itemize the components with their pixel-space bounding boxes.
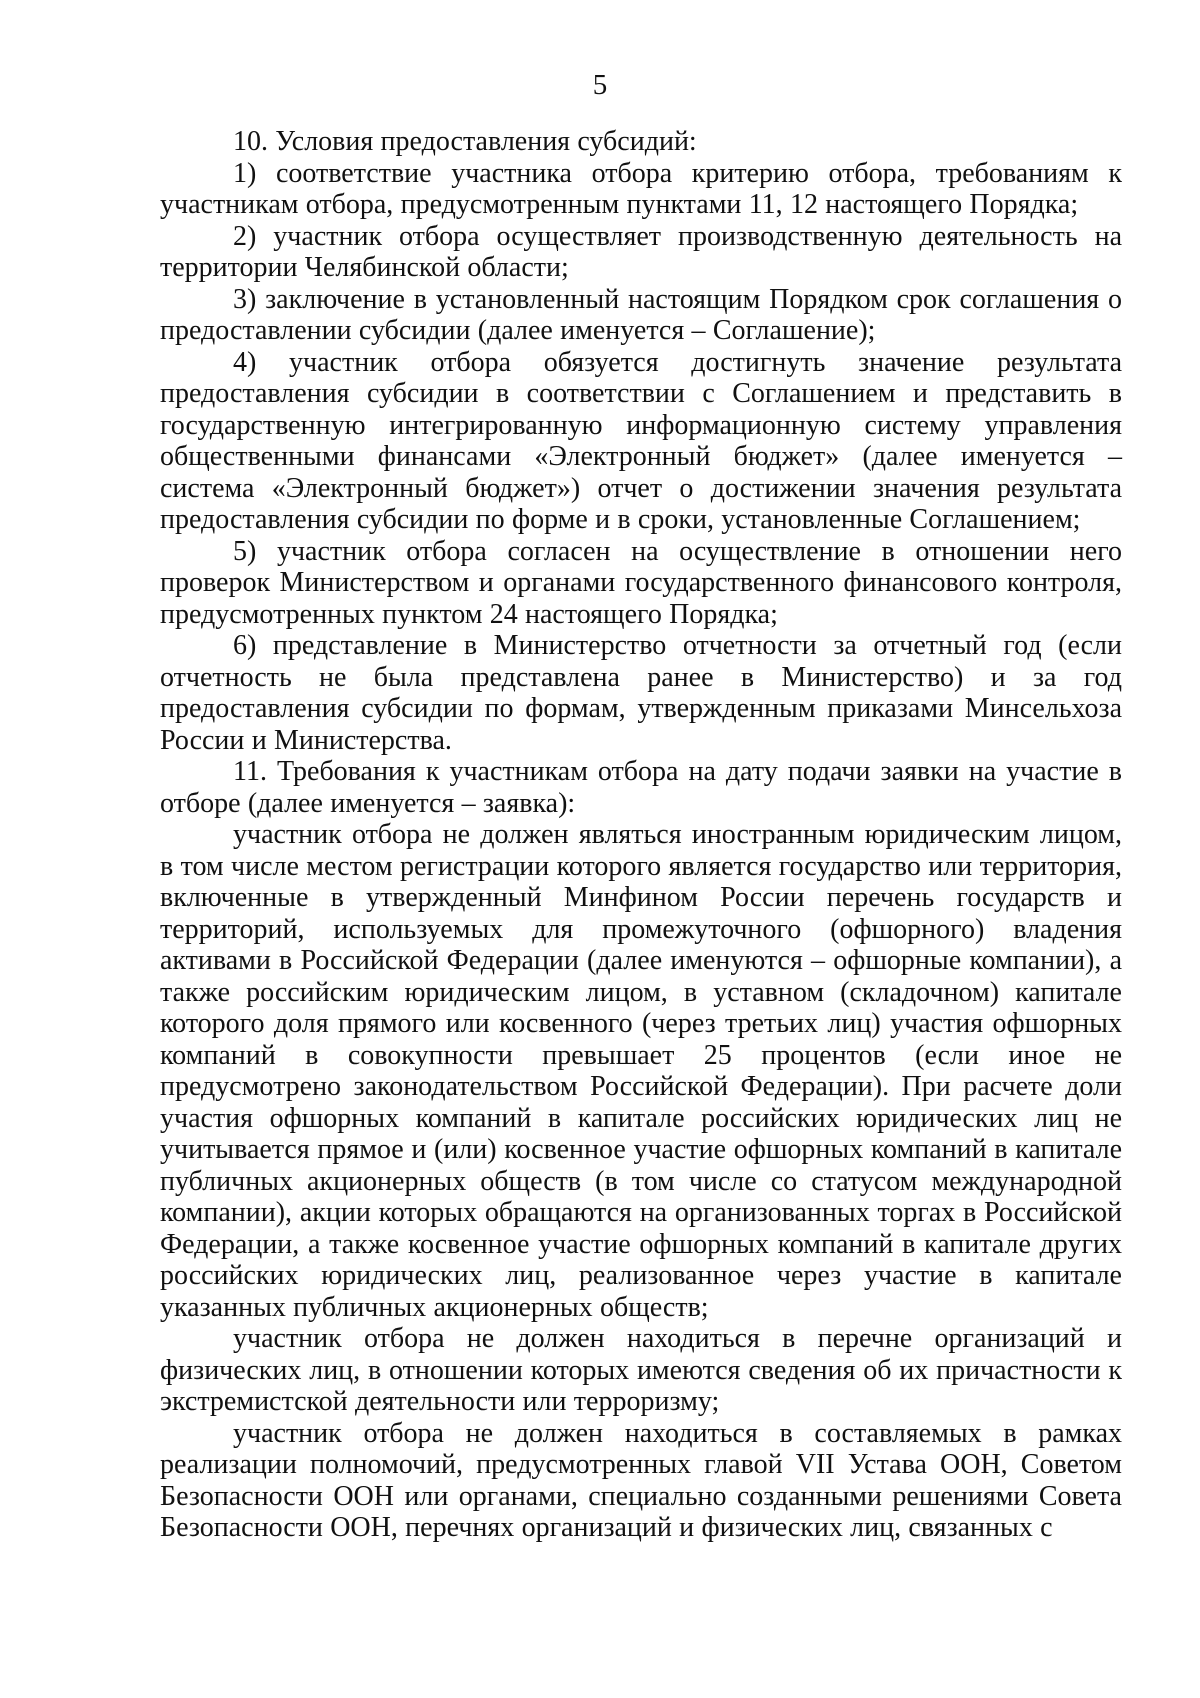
page-number: 5: [592, 69, 608, 101]
paragraph-10-item-1: 1) соответствие участника отбора критерию отбора, требованиям к участникам отбора, предусмотренным пунктами 11, 12 настоящего Порядка;: [160, 157, 1122, 220]
paragraph-10-item-2: 2) участник отбора осуществляет производственную деятельность на территории Челябинской области;: [160, 220, 1122, 283]
paragraph-11-requirement-offshore: участник отбора не должен являться иностранным юридическим лицом, в том числе местом регистрации которого является государство или территория, включенные в утвержденный Минфином России перечень государств и территорий, используемых для промежуточного (офшорного) владения активами в Российской Федерации (далее именуются – офшорные компании), а также российским юридическим лицом, в уставном (складочном) капитале которого доля прямого или косвенного (через третьих лиц) участия офшорных компаний в совокупности превышает 25 процентов (если иное не предусмотрено законодательством Российской Федерации). При расчете доли участия офшорных компаний в капитале российских юридических лиц не учитывается прямое и (или) косвенное участие офшорных компаний в капитале публичных акционерных обществ (в том числе со статусом международной компании), акции которых обращаются на организованных торгах в Российской Федерации, а также косвенное участие офшорных компаний в капитале других российских юридических лиц, реализованное через участие в капитале указанных публичных акционерных обществ;: [160, 819, 1122, 1323]
paragraph-10-item-6: 6) представление в Министерство отчетности за отчетный год (если отчетность не была представлена ранее в Министерство) и за год предоставления субсидии по формам, утвержденным приказами Минсельхоза России и Министерства.: [160, 630, 1122, 756]
paragraph-10-item-3: 3) заключение в установленный настоящим Порядком срок соглашения о предоставлении субсидии (далее именуется – Соглашение);: [160, 283, 1122, 346]
paragraph-10-item-4: 4) участник отбора обязуется достигнуть значение результата предоставления субсидии в соответствии с Соглашением и представить в государственную интегрированную информационную систему управления общественными финансами «Электронный бюджет» (далее именуется – система «Электронный бюджет») отчет о достижении значения результата предоставления субсидии по форме и в сроки, установленные Соглашением;: [160, 346, 1122, 535]
paragraph-10-heading: 10. Условия предоставления субсидий:: [233, 126, 697, 157]
paragraph-11-requirement-un-lists: участник отбора не должен находиться в составляемых в рамках реализации полномочий, предусмотренных главой VII Устава ООН, Советом Безопасности ООН или органами, специально созданными решениями Совета Безопасности ООН, перечнях организаций и физических лиц, связанных с: [160, 1417, 1122, 1543]
paragraph-10-item-5: 5) участник отбора согласен на осуществление в отношении него проверок Министерством и органами государственного финансового контроля, предусмотренных пунктом 24 настоящего Порядка;: [160, 535, 1122, 630]
document-body: [160, 126, 1122, 1544]
paragraph-11-heading: 11. Требования к участникам отбора на дату подачи заявки на участие в отборе (далее именуется – заявка):: [160, 756, 1122, 819]
paragraph-11-requirement-extremism: участник отбора не должен находиться в перечне организаций и физических лиц, в отношении которых имеются сведения об их причастности к экстремистской деятельности или терроризму;: [160, 1323, 1122, 1417]
